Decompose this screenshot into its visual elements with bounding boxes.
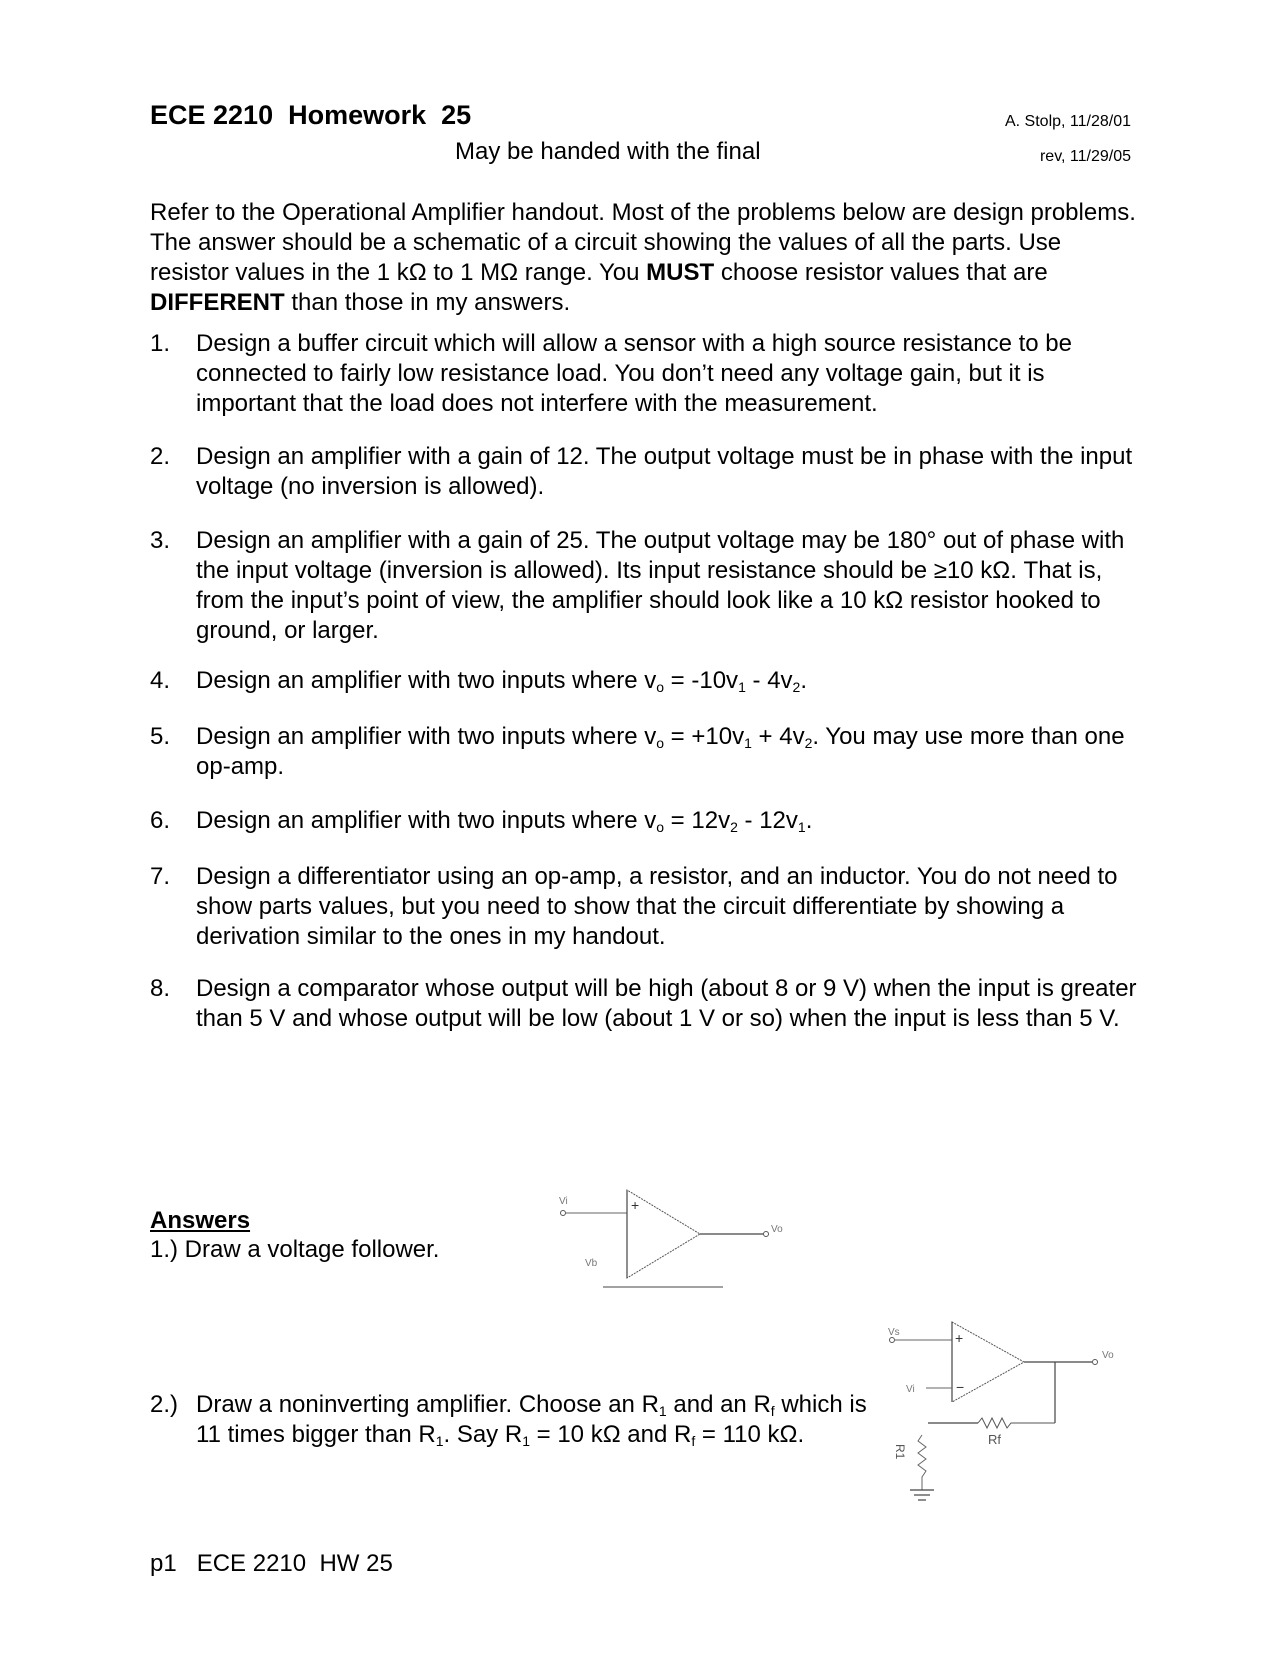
page-footer: p1 ECE 2210 HW 25 [150,1550,393,1577]
input-terminal [890,1338,895,1343]
vs-label: Vs [888,1327,900,1338]
input-terminal [561,1211,566,1216]
vo-label: Vo [1102,1350,1114,1361]
revision-date: rev, 11/29/05 [1039,148,1131,165]
answers-heading: Answers [150,1207,251,1234]
author-date: A. Stolp, 11/28/01 [1004,113,1131,130]
output-terminal [1093,1360,1098,1365]
rf-label: Rf [988,1432,1001,1447]
problem-7: 7. Design a differentiator using an op-amp, a resistor, and an inductor. You do not need to show parts values, but you need to show that the circuit differentiate by showing a derivation similar to the ones in my handout. [150,863,1118,950]
vb-label: Vb [585,1258,598,1269]
r1-label: R1 [893,1444,907,1460]
problem-2: 2. Design an amplifier with a gain of 12. The output voltage must be in phase with the input voltage (no inversion is allowed). [150,443,1133,500]
minus-sign: − [956,1379,965,1395]
vi-label: Vi [559,1196,568,1207]
output-terminal [764,1232,769,1237]
plus-sign: + [631,1197,640,1213]
problem-8: 8. Design a comparator whose output will be high (about 8 or 9 V) when the input is greater than 5 V and whose output will be low (about 1 V or so) when the input is less than 5 V. [150,975,1137,1032]
rf-resistor [978,1418,1055,1428]
vi-label: Vi [906,1384,915,1395]
problem-5: 5. Design an amplifier with two inputs where $v_o = +10v_1 + 4v_2$. You may use more than one op-amp. [150,723,1125,780]
page-title: ECE 2210 Homework 25 [150,100,472,130]
r1-resistor [918,1435,926,1490]
emphasis-different: DIFFERENT [150,289,285,316]
subtitle: May be handed with the final [455,138,761,165]
vo-label: Vo [771,1224,783,1235]
answer-2: 2.) Draw a noninverting amplifier. Choose an $R_1$ and an $R_f$ which is 11 times bigger than $R_1$. Say $R_1 = 10$ kΩ and $R_f = 110$ kΩ. [150,1391,867,1449]
problem-6: 6. Design an amplifier with two inputs where $v_o = 12v_2 - 12v_1$. [150,807,813,835]
intro-paragraph: Refer to the Operational Amplifier handout. Most of the problems below are design problems. The answer should be a schematic of a circuit showing the values of all the parts. Use resistor values in the 1 kΩ to 1 MΩ range. You MUST choose resistor values that are DIFFERENT than those in my answers. [150,199,1136,316]
emphasis-must: MUST [646,259,715,286]
problem-1: 1. Design a buffer circuit which will allow a sensor with a high source resistance to be connected to fairly low resistance load. You don’t need any voltage gain, but it is important that the load does not interfere with the measurement. [150,330,1072,417]
plus-sign: + [955,1330,964,1346]
voltage-follower-diagram [555,1180,795,1305]
noninverting-amplifier-diagram [880,1320,1120,1520]
problem-3: 3. Design an amplifier with a gain of 25. The output voltage may be 180° out of phase with the input voltage (inversion is allowed). Its input resistance should be ≥10 kΩ. That is, from the input’s point of view, the amplifier should look like a 10 kΩ resistor hooked to ground, or larger. [150,527,1125,644]
answer-1: 1.) Draw a voltage follower. [150,1236,440,1263]
problem-4: 4. Design an amplifier with two inputs where $v_o = -10v_1 - 4v_2$. [150,667,808,695]
